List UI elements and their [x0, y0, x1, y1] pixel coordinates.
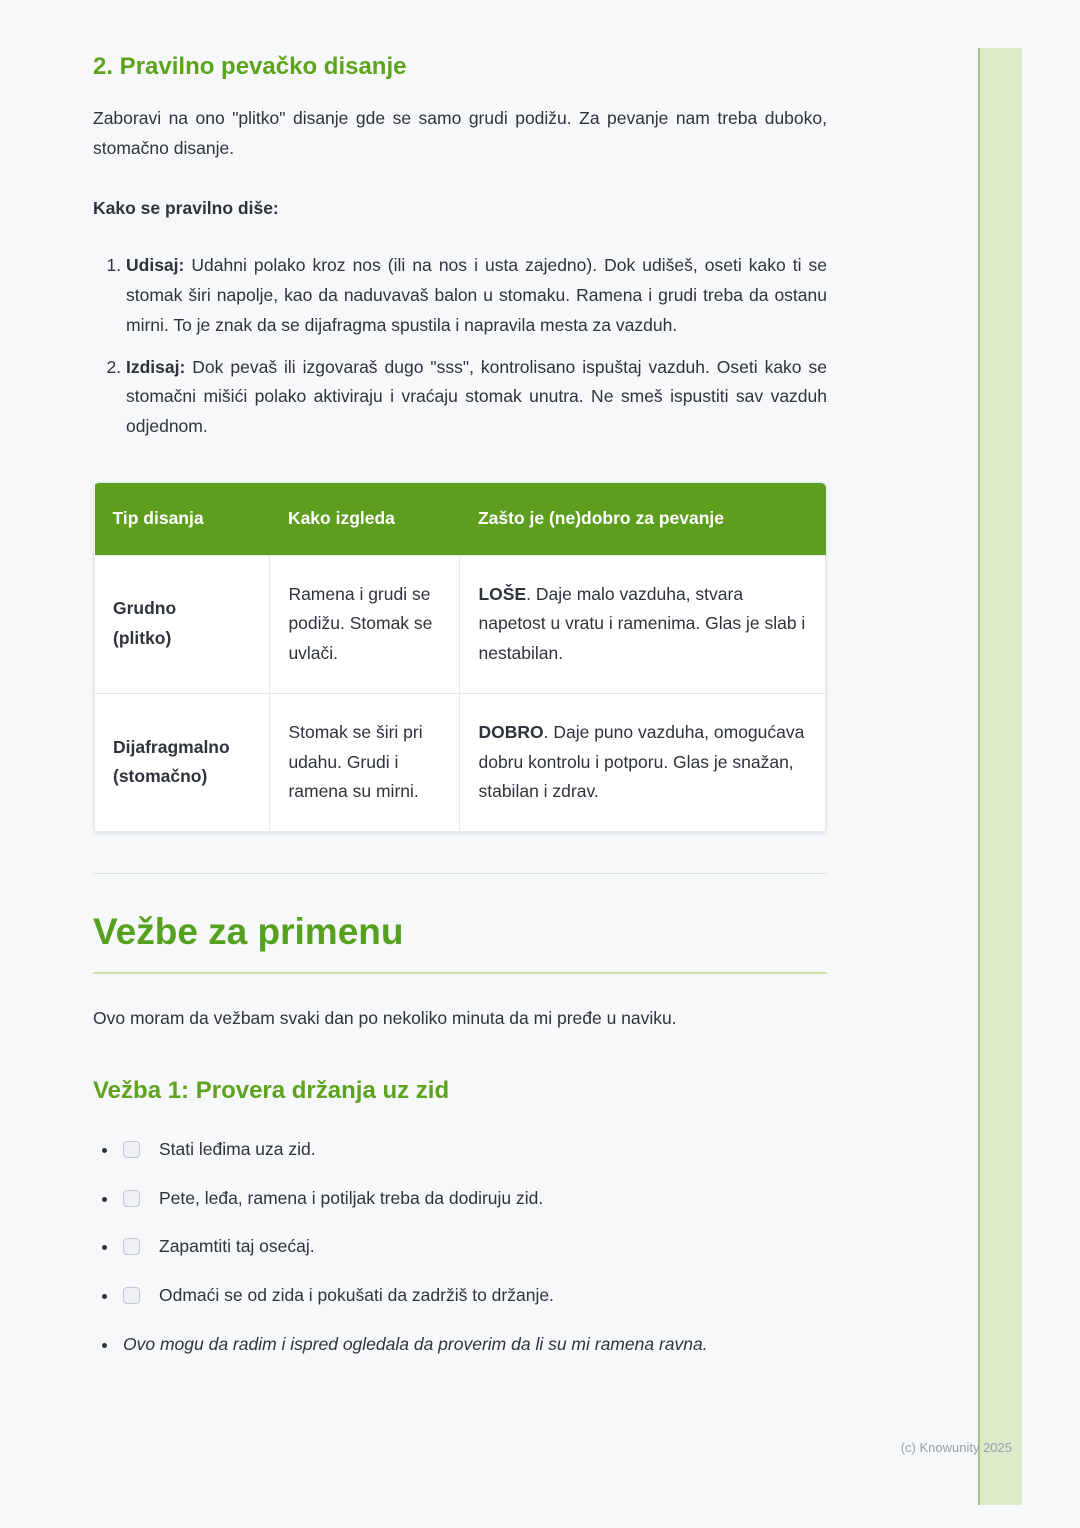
checkbox[interactable]: [123, 1238, 140, 1255]
section-heading-breathing: 2. Pravilno pevačko disanje: [93, 53, 407, 80]
breathing-subheading: Kako se pravilno diše:: [93, 197, 279, 218]
breathing-comparison-table: [93, 482, 827, 833]
checkbox[interactable]: [123, 1190, 140, 1207]
step-label-udisaj: Udisaj:: [126, 255, 185, 276]
step-text-udisaj: Udahni polako kroz nos (ili na nos i usta zajedno). Dok udišeš, oseti kako ti se stomak širi napolje, kao da naduvavaš balon u stomaku. Ramena i grudi treba da ostanu mirni. To je znak da se dijafragma spustila i napravila mesta za vazduh.: [126, 255, 827, 335]
verdict-label: DOBRO: [478, 721, 544, 742]
checklist-item-2: [119, 1187, 827, 1211]
right-accent-strip: [978, 48, 1022, 1505]
exercises-heading-underline: [93, 972, 827, 974]
checklist-item-4: [119, 1284, 827, 1308]
step-label-izdisaj: Izdisaj:: [126, 356, 186, 377]
step-text-izdisaj: Dok pevaš ili izgovaraš dugo "sss", kontrolisano ispuštaj vazduh. Oseti kako se stomačni mišići polako aktiviraju i vraćaju stomak unutra. Ne smeš ispustiti sav vazduh odjednom.: [126, 356, 827, 436]
checklist-note: [119, 1333, 827, 1357]
type-name: Grudno: [113, 598, 177, 619]
exercise1-heading: Vežba 1: Provera držanja uz zid: [93, 1077, 450, 1105]
verdict-text: . Daje malo vazduha, stvara napetost u vratu i ramenima. Glas je slab i nestabilan.: [478, 583, 806, 663]
checklist-item-label: Zapamtiti taj osećaj.: [159, 1236, 315, 1257]
type-qualifier: (plitko): [113, 628, 172, 649]
cell-verdict-grudno: [460, 555, 826, 693]
cell-look-dijafragmalno: Stomak se širi pri udahu. Grudi i ramena su mirni.: [270, 693, 460, 831]
breathing-intro-paragraph: Zaboravi na ono "plitko" disanje gde se samo grudi podižu. Za pevanje nam treba duboko, stomačno disanje.: [93, 108, 827, 158]
cell-type-dijafragmalno: [95, 693, 270, 831]
checklist-item-label: Stati leđima uza zid.: [159, 1139, 316, 1160]
verdict-label: LOŠE: [478, 583, 527, 604]
watermark: (c) Knowunity 2025: [900, 1440, 1012, 1455]
checklist-item-label: Odmaći se od zida i pokušati da zadržiš to držanje.: [159, 1285, 554, 1306]
checklist-item-1: [119, 1138, 827, 1162]
cell-verdict-dijafragmalno: [460, 693, 826, 831]
breathing-steps-list: [93, 251, 827, 442]
checklist-item-label: Pete, leđa, ramena i potiljak treba da dodiruju zid.: [159, 1187, 544, 1208]
list-item-udisaj: [126, 251, 827, 340]
exercises-intro-paragraph: Ovo moram da vežbam svaki dan po nekoliko minuta da mi pređe u naviku.: [93, 1008, 677, 1029]
checklist-note-text: Ovo mogu da radim i ispred ogledala da proverim da li su mi ramena ravna.: [123, 1333, 708, 1354]
document-content: [93, 52, 827, 1381]
table-header-tip-disanja: Tip disanja: [95, 483, 270, 555]
cell-look-grudno: Ramena i grudi se podižu. Stomak se uvlači.: [270, 555, 460, 693]
list-item-izdisaj: [126, 353, 827, 442]
checklist-item-3: [119, 1235, 827, 1259]
checkbox[interactable]: [123, 1141, 140, 1158]
type-name: Dijafragmalno: [113, 736, 230, 757]
exercise1-checklist: [93, 1138, 827, 1356]
table-header-row: [95, 483, 826, 555]
type-qualifier: (stomačno): [113, 766, 208, 787]
table-header-zasto: Zašto je (ne)dobro za pevanje: [460, 483, 826, 555]
checkbox[interactable]: [123, 1287, 140, 1304]
section-heading-exercises: Vežbe za primenu: [93, 911, 404, 952]
section-divider: [93, 873, 827, 874]
table-header-kako-izgleda: Kako izgleda: [270, 483, 460, 555]
verdict-text: . Daje puno vazduha, omogućava dobru kontrolu i potporu. Glas je snažan, stabilan i zdrav.: [478, 721, 805, 802]
cell-type-grudno: [95, 555, 270, 693]
table-row-dijafragmalno: [95, 693, 826, 831]
table-row-grudno: [95, 555, 826, 693]
